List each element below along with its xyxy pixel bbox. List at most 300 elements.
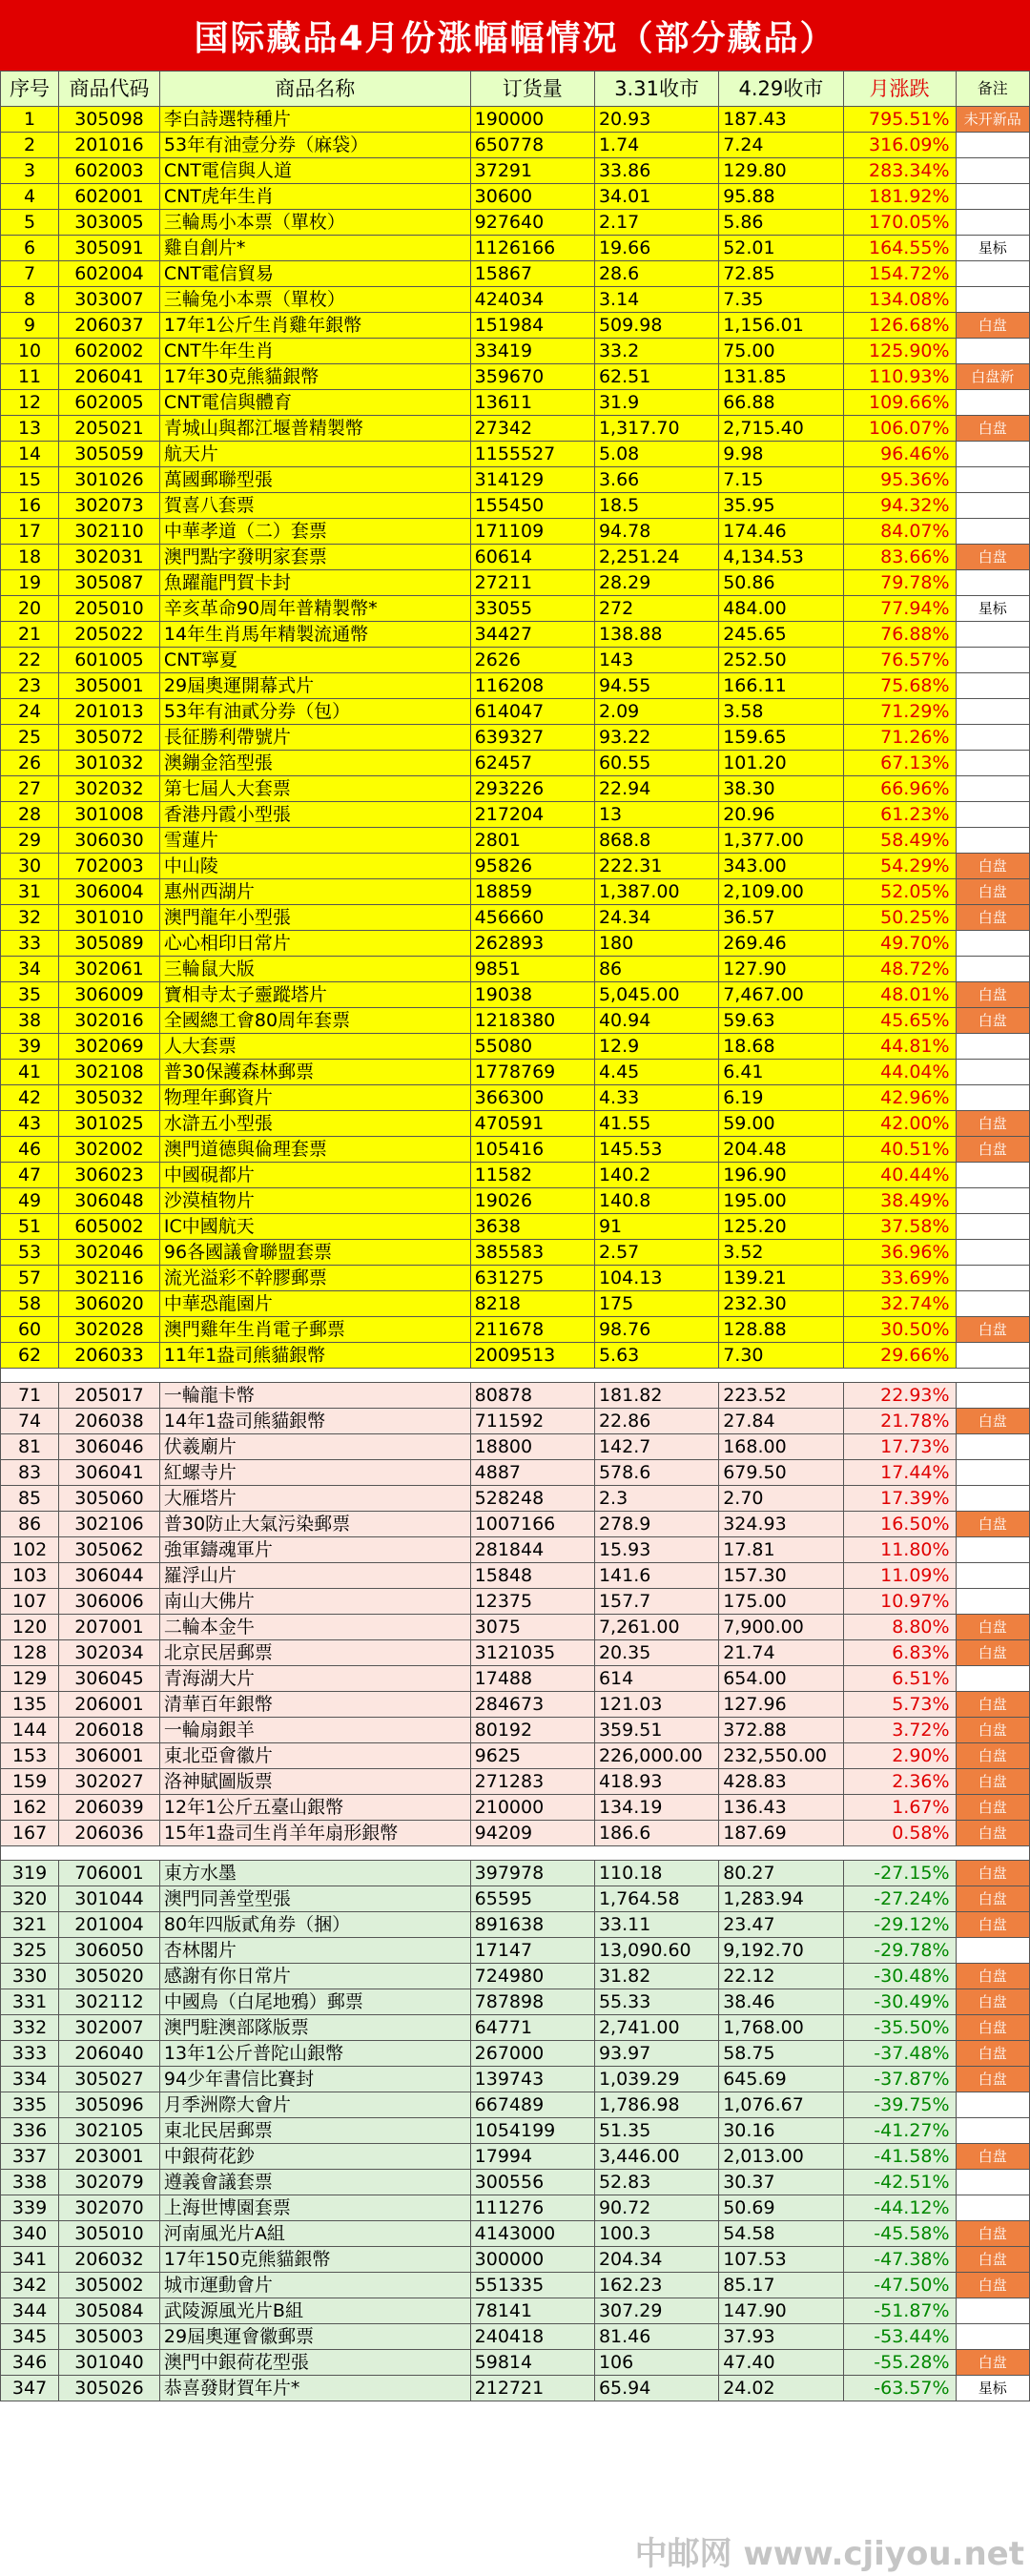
cell-index: 345 [1,2324,59,2350]
cell-close-0429: 187.69 [719,1821,843,1846]
cell-index: 341 [1,2247,59,2273]
cell-close-0331: 3.66 [594,467,718,493]
table-row [1,751,1030,776]
cell-note [956,2170,1029,2195]
cell-quantity: 724980 [470,1964,594,1989]
cell-index: 331 [1,1989,59,2015]
cell-code: 302073 [59,493,160,519]
cell-close-0429: 85.17 [719,2273,843,2298]
cell-monthly-change: 10.97% [843,1589,956,1615]
cell-close-0331: 20.93 [594,107,718,133]
cell-code: 206037 [59,313,160,339]
cell-index: 330 [1,1964,59,1989]
cell-name: 中國鳥（白尾地鴉）郵票 [159,1989,470,2015]
cell-note [956,725,1029,751]
cell-close-0331: 104.13 [594,1266,718,1291]
cell-name: 29屆奧運開幕式片 [159,673,470,699]
cell-code: 305026 [59,2376,160,2401]
cell-monthly-change: -39.75% [843,2092,956,2118]
cell-close-0429: 3.58 [719,699,843,725]
cell-note [956,467,1029,493]
cell-name: 南山大佛片 [159,1589,470,1615]
cell-code: 305087 [59,570,160,596]
cell-quantity: 271283 [470,1769,594,1795]
cell-quantity: 217204 [470,802,594,828]
cell-note [956,1240,1029,1266]
cell-code: 201004 [59,1912,160,1938]
cell-close-0331: 55.33 [594,1989,718,2015]
cell-close-0331: 12.9 [594,1034,718,1060]
cell-note: 白盘 [956,1912,1029,1938]
cell-close-0429: 372.88 [719,1718,843,1743]
cell-code: 302027 [59,1769,160,1795]
cell-close-0331: 5.08 [594,442,718,467]
cell-code: 302070 [59,2195,160,2221]
cell-note [956,442,1029,467]
cell-close-0331: 142.7 [594,1434,718,1460]
cell-monthly-change: 110.93% [843,364,956,390]
table-row [1,1034,1030,1060]
cell-name: 紅螺寺片 [159,1460,470,1486]
cell-index: 107 [1,1589,59,1615]
cell-index: 60 [1,1317,59,1343]
table-row [1,879,1030,905]
cell-monthly-change: -27.24% [843,1886,956,1912]
table-row [1,1795,1030,1821]
cell-close-0331: 94.55 [594,673,718,699]
cell-monthly-change: 16.50% [843,1512,956,1537]
cell-monthly-change: 95.36% [843,467,956,493]
cell-name: 澳門中銀荷花型張 [159,2350,470,2376]
cell-close-0429: 127.96 [719,1692,843,1718]
cell-close-0429: 3.52 [719,1240,843,1266]
cell-monthly-change: 30.50% [843,1317,956,1343]
cell-index: 71 [1,1383,59,1409]
cell-note: 白盘 [956,1718,1029,1743]
cell-note [956,1537,1029,1563]
cell-monthly-change: -30.49% [843,1989,956,2015]
cell-code: 302079 [59,2170,160,2195]
cell-name: 澳門龍年小型張 [159,905,470,931]
cell-monthly-change: 61.23% [843,802,956,828]
cell-quantity: 80192 [470,1718,594,1743]
cell-close-0331: 162.23 [594,2273,718,2298]
cell-close-0429: 2.70 [719,1486,843,1512]
cell-close-0429: 2,013.00 [719,2144,843,2170]
table-row [1,1512,1030,1537]
watermark: 中邮网 www.cjiyou.net [634,2535,1024,2573]
cell-note [956,776,1029,802]
cell-quantity: 551335 [470,2273,594,2298]
cell-monthly-change: 77.94% [843,596,956,622]
cell-name: 遵義會議套票 [159,2170,470,2195]
cell-code: 306023 [59,1163,160,1188]
cell-quantity: 711592 [470,1409,594,1434]
cell-name: 第七屆人大套票 [159,776,470,802]
cell-index: 26 [1,751,59,776]
cell-monthly-change: 42.00% [843,1111,956,1137]
table-row [1,2221,1030,2247]
cell-close-0429: 223.52 [719,1383,843,1409]
cell-monthly-change: 38.49% [843,1188,956,1214]
cell-code: 302031 [59,545,160,570]
cell-close-0331: 93.22 [594,725,718,751]
cell-monthly-change: 5.73% [843,1692,956,1718]
cell-close-0331: 28.29 [594,570,718,596]
cell-note: 星标 [956,2376,1029,2401]
cell-close-0429: 4,134.53 [719,545,843,570]
cell-code: 306006 [59,1589,160,1615]
cell-close-0331: 98.76 [594,1317,718,1343]
table-row [1,1434,1030,1460]
cell-note [956,1938,1029,1964]
cell-note [956,261,1029,287]
cell-close-0331: 2.17 [594,210,718,236]
cell-index: 83 [1,1460,59,1486]
cell-index: 27 [1,776,59,802]
cell-monthly-change: -45.58% [843,2221,956,2247]
cell-note: 星标 [956,596,1029,622]
table-row [1,2092,1030,2118]
cell-monthly-change: 11.80% [843,1537,956,1563]
cell-name: 感謝有你日常片 [159,1964,470,1989]
cell-quantity: 12375 [470,1589,594,1615]
cell-name: 物理年郵資片 [159,1085,470,1111]
table-row [1,287,1030,313]
table-row [1,416,1030,442]
cell-name: 一輪扇銀羊 [159,1718,470,1743]
table-row [1,1291,1030,1317]
cell-monthly-change: -53.44% [843,2324,956,2350]
header-row [1,72,1030,107]
cell-code: 306020 [59,1291,160,1317]
cell-close-0429: 428.83 [719,1769,843,1795]
cell-close-0429: 147.90 [719,2298,843,2324]
cell-index: 74 [1,1409,59,1434]
cell-name: 94少年書信比賽封 [159,2067,470,2092]
cell-quantity: 1218380 [470,1008,594,1034]
cell-close-0429: 6.19 [719,1085,843,1111]
cell-quantity: 65595 [470,1886,594,1912]
cell-name: 中山陵 [159,854,470,879]
cell-close-0429: 187.43 [719,107,843,133]
section-gap-cell [1,1369,1030,1383]
cell-quantity: 17994 [470,2144,594,2170]
cell-note [956,210,1029,236]
cell-quantity: 3638 [470,1214,594,1240]
cell-quantity: 284673 [470,1692,594,1718]
cell-close-0331: 145.53 [594,1137,718,1163]
table-row [1,570,1030,596]
cell-close-0331: 91 [594,1214,718,1240]
cell-close-0331: 5,045.00 [594,982,718,1008]
cell-monthly-change: -55.28% [843,2350,956,2376]
cell-monthly-change: 795.51% [843,107,956,133]
cell-close-0331: 143 [594,648,718,673]
cell-index: 15 [1,467,59,493]
cell-close-0429: 50.86 [719,570,843,596]
cell-note [956,1060,1029,1085]
cell-code: 305091 [59,236,160,261]
cell-code: 602001 [59,184,160,210]
cell-name: IC中國航天 [159,1214,470,1240]
cell-close-0331: 226,000.00 [594,1743,718,1769]
cell-code: 206036 [59,1821,160,1846]
cell-quantity: 650778 [470,133,594,158]
cell-code: 205021 [59,416,160,442]
cell-index: 128 [1,1640,59,1666]
table-row [1,1718,1030,1743]
cell-close-0429: 484.00 [719,596,843,622]
cell-name: 洛神賦圖版票 [159,1769,470,1795]
cell-name: 全國總工會80周年套票 [159,1008,470,1034]
table-row [1,158,1030,184]
table-row [1,699,1030,725]
cell-index: 3 [1,158,59,184]
cell-note [956,802,1029,828]
cell-name: 人大套票 [159,1034,470,1060]
cell-close-0331: 28.6 [594,261,718,287]
cell-monthly-change: 170.05% [843,210,956,236]
cell-monthly-change: 49.70% [843,931,956,957]
cell-index: 5 [1,210,59,236]
cell-close-0429: 128.88 [719,1317,843,1343]
cell-note: 白盘 [956,1886,1029,1912]
cell-close-0429: 7,467.00 [719,982,843,1008]
cell-quantity: 105416 [470,1137,594,1163]
cell-code: 306045 [59,1666,160,1692]
table-row [1,1460,1030,1486]
cell-index: 46 [1,1137,59,1163]
cell-note: 白盘 [956,1821,1029,1846]
cell-monthly-change: 154.72% [843,261,956,287]
cell-monthly-change: 8.80% [843,1615,956,1640]
cell-close-0331: 90.72 [594,2195,718,2221]
table-row [1,957,1030,982]
cell-code: 206001 [59,1692,160,1718]
cell-index: 16 [1,493,59,519]
cell-code: 602004 [59,261,160,287]
cell-close-0331: 307.29 [594,2298,718,2324]
table-row [1,467,1030,493]
cell-note: 白盘 [956,1989,1029,2015]
cell-index: 334 [1,2067,59,2092]
cell-note [956,184,1029,210]
cell-name: 萬國郵聯型張 [159,467,470,493]
cell-monthly-change: 66.96% [843,776,956,802]
cell-name: 城市運動會片 [159,2273,470,2298]
cell-quantity: 614047 [470,699,594,725]
cell-close-0429: 2,109.00 [719,879,843,905]
cell-close-0331: 3,446.00 [594,2144,718,2170]
cell-close-0331: 65.94 [594,2376,718,2401]
cell-note [956,2092,1029,2118]
cell-name: 12年1公斤五臺山銀幣 [159,1795,470,1821]
cell-monthly-change: 3.72% [843,1718,956,1743]
cell-close-0331: 106 [594,2350,718,2376]
cell-code: 206040 [59,2041,160,2067]
cell-index: 162 [1,1795,59,1821]
table-row [1,1886,1030,1912]
cell-quantity: 470591 [470,1111,594,1137]
table-row [1,2170,1030,2195]
cell-quantity: 2801 [470,828,594,854]
cell-quantity: 151984 [470,313,594,339]
cell-code: 301010 [59,905,160,931]
table-row [1,1821,1030,1846]
cell-index: 20 [1,596,59,622]
table-row [1,776,1030,802]
cell-close-0429: 5.86 [719,210,843,236]
cell-monthly-change: 48.01% [843,982,956,1008]
cell-note: 白盘 [956,1861,1029,1886]
table-row [1,1589,1030,1615]
table-row [1,1266,1030,1291]
cell-note [956,1589,1029,1615]
cell-note [956,1163,1029,1188]
cell-quantity: 30600 [470,184,594,210]
cell-monthly-change: 71.29% [843,699,956,725]
cell-close-0331: 3.14 [594,287,718,313]
cell-name: 中華孝道（二）套票 [159,519,470,545]
cell-note [956,1460,1029,1486]
cell-close-0331: 157.7 [594,1589,718,1615]
cell-quantity: 385583 [470,1240,594,1266]
cell-close-0429: 7.24 [719,133,843,158]
cell-code: 302007 [59,2015,160,2041]
cell-name: 53年有油貳分券（包） [159,699,470,725]
cell-index: 325 [1,1938,59,1964]
cell-close-0429: 80.27 [719,1861,843,1886]
cell-close-0331: 94.78 [594,519,718,545]
cell-index: 319 [1,1861,59,1886]
cell-close-0429: 168.00 [719,1434,843,1460]
cell-close-0429: 131.85 [719,364,843,390]
cell-close-0331: 4.45 [594,1060,718,1085]
cell-name: 恭喜發財賀年片* [159,2376,470,2401]
cell-quantity: 55080 [470,1034,594,1060]
cell-monthly-change: 6.51% [843,1666,956,1692]
cell-close-0429: 195.00 [719,1188,843,1214]
table-row [1,673,1030,699]
cell-index: 51 [1,1214,59,1240]
cell-code: 301026 [59,467,160,493]
cell-monthly-change: 79.78% [843,570,956,596]
cell-close-0429: 679.50 [719,1460,843,1486]
cell-index: 333 [1,2041,59,2067]
cell-monthly-change: 134.08% [843,287,956,313]
cell-index: 321 [1,1912,59,1938]
cell-index: 347 [1,2376,59,2401]
cell-monthly-change: 71.26% [843,725,956,751]
cell-monthly-change: 1.67% [843,1795,956,1821]
cell-code: 305032 [59,1085,160,1111]
cell-close-0331: 7,261.00 [594,1615,718,1640]
cell-name: 東北亞會徽片 [159,1743,470,1769]
cell-code: 706001 [59,1861,160,1886]
cell-code: 302016 [59,1008,160,1034]
cell-note: 白盘 [956,1137,1029,1163]
cell-quantity: 62457 [470,751,594,776]
table-row [1,2195,1030,2221]
cell-close-0429: 22.12 [719,1964,843,1989]
cell-monthly-change: 50.25% [843,905,956,931]
table-row [1,2324,1030,2350]
cell-close-0429: 30.37 [719,2170,843,2195]
cell-code: 301032 [59,751,160,776]
cell-index: 1 [1,107,59,133]
cell-index: 344 [1,2298,59,2324]
cell-note [956,957,1029,982]
cell-monthly-change: 22.93% [843,1383,956,1409]
cell-close-0429: 101.20 [719,751,843,776]
cell-name: 杏林閣片 [159,1938,470,1964]
cell-note: 未开新品 [956,107,1029,133]
cell-close-0331: 134.19 [594,1795,718,1821]
cell-note: 白盘 [956,1640,1029,1666]
cell-close-0429: 174.46 [719,519,843,545]
cell-code: 305062 [59,1537,160,1563]
cell-code: 305072 [59,725,160,751]
cell-close-0429: 36.57 [719,905,843,931]
cell-monthly-change: -30.48% [843,1964,956,1989]
cell-index: 337 [1,2144,59,2170]
cell-note: 白盘 [956,1512,1029,1537]
cell-index: 13 [1,416,59,442]
cell-name: 中國硯都片 [159,1163,470,1188]
page-title: 国际藏品4月份涨幅幅情况（部分藏品） [0,0,1030,71]
cell-index: 2 [1,133,59,158]
cell-close-0331: 1,786.98 [594,2092,718,2118]
cell-index: 103 [1,1563,59,1589]
cell-index: 7 [1,261,59,287]
cell-quantity: 27211 [470,570,594,596]
cell-name: 伏羲廟片 [159,1434,470,1460]
cell-code: 605002 [59,1214,160,1240]
table-row [1,442,1030,467]
cell-close-0429: 159.65 [719,725,843,751]
cell-close-0331: 1,387.00 [594,879,718,905]
cell-note [956,2195,1029,2221]
cell-index: 57 [1,1266,59,1291]
cell-close-0331: 4.33 [594,1085,718,1111]
cell-quantity: 424034 [470,287,594,313]
cell-name: 心心相印日常片 [159,931,470,957]
table-row [1,2067,1030,2092]
cell-close-0331: 5.63 [594,1343,718,1369]
cell-monthly-change: 33.69% [843,1266,956,1291]
cell-name: 17年30克熊貓銀幣 [159,364,470,390]
cell-quantity: 293226 [470,776,594,802]
cell-close-0331: 13,090.60 [594,1938,718,1964]
cell-code: 306050 [59,1938,160,1964]
cell-quantity: 80878 [470,1383,594,1409]
cell-name: 二輪本金牛 [159,1615,470,1640]
table-row [1,184,1030,210]
table-row [1,1188,1030,1214]
cell-monthly-change: -29.78% [843,1938,956,1964]
cell-monthly-change: 40.51% [843,1137,956,1163]
cell-code: 305084 [59,2298,160,2324]
cell-monthly-change: 52.05% [843,879,956,905]
cell-quantity: 33055 [470,596,594,622]
cell-close-0331: 222.31 [594,854,718,879]
cell-name: 三輪兔小本票（單枚） [159,287,470,313]
cell-code: 302034 [59,1640,160,1666]
cell-name: 三輪鼠大版 [159,957,470,982]
cell-note [956,1188,1029,1214]
table-row [1,236,1030,261]
